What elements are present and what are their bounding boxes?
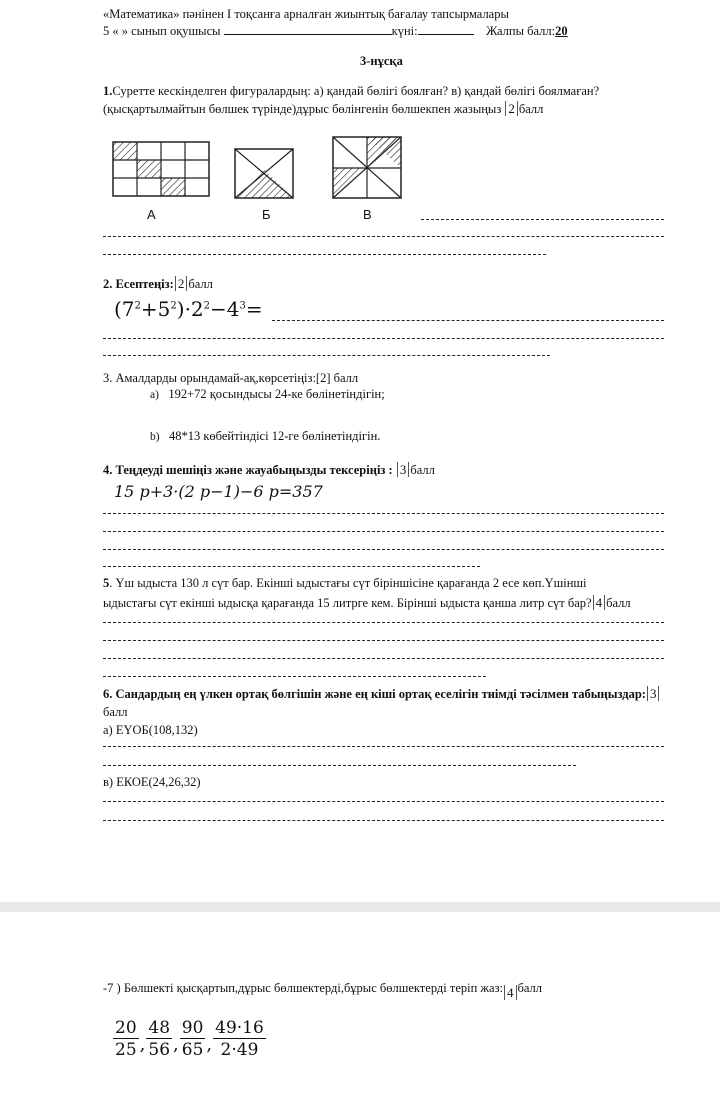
q1-text-line1: 1.Суретте кескінделген фигуралардың: а) қандай бөлігі боялған? в) қандай бөлігі боялмаған? [103,84,600,98]
figure-v-square [333,137,401,198]
q3-item-a: a) 192+72 қосындысы 24-ке бөлінетіндігін; [150,387,385,401]
q2-title: 2. Есептеңіз: 2 балл [103,276,213,291]
q5-text-line2: ыдыстағы сүт екінші ыдысқа қарағанда 15 литрге кем. Бірінші ыдыста қанша литр сүт бар? 4 балл [103,595,631,610]
q4-answer-line-4[interactable] [103,566,480,567]
q6-item-b: в) ЕКОЕ(24,26,32) [103,775,201,789]
q5-answer-line-4[interactable] [103,676,486,677]
q4-answer-line-1[interactable] [103,513,664,514]
q1-answer-line-1[interactable] [421,219,664,220]
student-name-blank[interactable] [224,24,392,35]
fraction-4: $\frac{49\cdot 16}{2\cdot 49}$ [215,1018,264,1060]
total-score-label: Жалпы балл: [486,24,556,38]
fraction-2: $\frac{48}{56}$ [148,1018,171,1060]
q5-points-box: 4 [593,595,606,610]
figure-v-label: В [363,207,372,222]
q1-text-line2: (қысқартылмайтын бөлшек түрінде)дұрыс бөлінгенін бөлшекпен жазыңыз 2 балл [103,101,544,116]
q6a-answer-line-2[interactable] [103,765,576,766]
figure-a-grid [113,142,209,196]
q5-answer-line-2[interactable] [103,640,664,641]
q5-answer-line-1[interactable] [103,622,664,623]
q1-answer-line-2[interactable] [103,236,664,237]
q2-points-box: 2 [175,276,188,291]
q3-title: 3. Амалдарды орындамай-ақ,көрсетіңіз:[2] балл [103,371,359,385]
q7-text: -7 ) Бөлшекті қысқартып,дұрыс бөлшектерді,бұрыс бөлшектерді теріп жаз: 4 балл [103,981,543,1000]
q7-points-box: 4 [504,985,517,1000]
header-student-line [103,23,568,39]
q7-fractions: $\frac{20}{25}$ , $\frac{48}{56}$ , $\frac{90}{65}$ , $\frac{49\cdot 16}{2\cdot 49}$ [115,1018,264,1060]
date-label: күні: [391,24,418,38]
q6-points-unit: балл [103,705,128,719]
q4-answer-line-3[interactable] [103,549,664,550]
grade-label: 5 « » сынып оқушысы [103,24,221,38]
fraction-1: $\frac{20}{25}$ [115,1018,137,1060]
header-title: «Математика» пәнінен I тоқсанға арналған жиынтық бағалау тапсырмалары [103,7,509,21]
q5-text-line1: 5. Үш ыдыста 130 л сүт бар. Екінші ыдыстағы сүт біріншісіне қарағанда 2 есе көп.Үшінші [103,576,587,590]
total-score-value: 20 [555,24,568,38]
figure-b-square [235,149,293,198]
figure-a-label: А [147,207,156,222]
q3-item-b: b) 48*13 көбейтіндісі 12-ге бөлінетіндігін. [150,429,381,443]
q4-title: 4. Теңдеуді шешіңіз және жауабыңызды тексеріңіз : 3 балл [103,462,435,477]
q4-answer-line-2[interactable] [103,531,664,532]
q6b-answer-line-2[interactable] [103,820,664,821]
q2-expression: $(7^2+5^2)\cdot 2^2-4^3=$ [114,297,263,321]
q6-points-box: 3 [647,686,660,701]
q2-answer-line-3[interactable] [103,355,550,356]
q4-points-box: 3 [397,462,410,477]
q6-item-a: а) ЕҮОБ(108,132) [103,723,198,737]
figure-b-label: Б [262,207,271,222]
q6-title: 6. Сандардың ең үлкен ортақ бөлгішін және ең кіші ортақ еселігін тиімді тәсілмен табыңыздар: 3 [103,686,660,702]
q2-answer-line-2[interactable] [103,338,664,339]
q5-answer-line-3[interactable] [103,658,664,659]
q6b-answer-line-1[interactable] [103,801,664,802]
variant-title: 3-нұсқа [360,54,403,68]
fraction-3: $\frac{90}{65}$ [181,1018,204,1060]
date-blank[interactable] [418,24,474,35]
q6a-answer-line-1[interactable] [103,746,664,747]
q1-points-box: 2 [505,101,518,116]
q1-answer-line-3[interactable] [103,254,546,255]
page-separator [0,902,720,912]
worksheet-page-2 [0,912,720,1108]
q4-equation: 15 p+3·(2 p−1)−6 p=357 [114,482,323,501]
q2-answer-line-1[interactable] [272,320,664,321]
